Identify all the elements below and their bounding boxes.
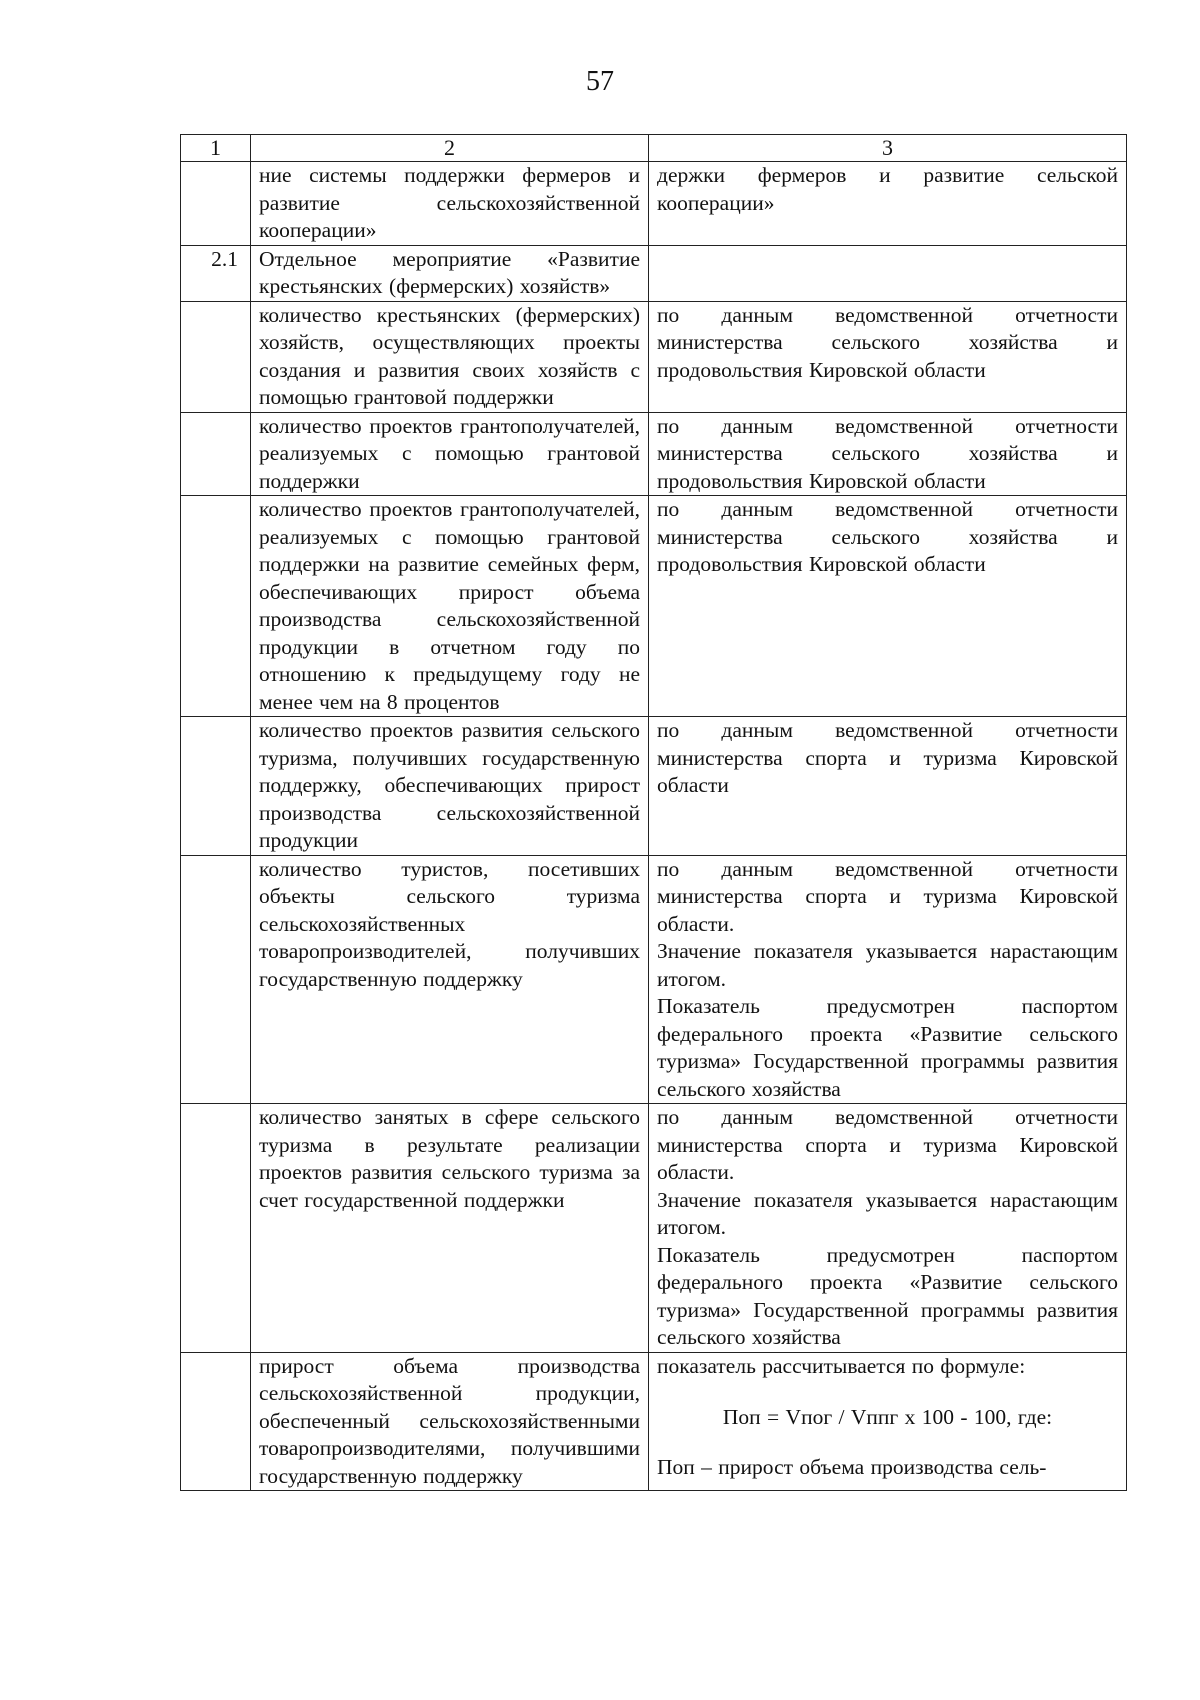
indicator-cell: количество проектов грантополучателей, реализуемых с помощью грантовой поддержки на развитие семейных ферм, обеспечивающих прирост объема производства сельскохозяйственной продукции в отчетном году по отношению к предыдущему году не менее чем на 8 процентов (251, 496, 649, 717)
indicator-cell: количество крестьянских (фермерских) хозяйств, осуществляющих проекты создания и развития своих хозяйств с помощью грантовой поддержки (251, 301, 649, 412)
table-row (181, 245, 1127, 301)
row-number (181, 1352, 251, 1491)
source-cell (649, 1104, 1127, 1353)
source-paragraph: по данным ведомственной отчетности министерства сельского хозяйства и продовольствия Кировской области (657, 413, 1118, 493)
row-number (181, 1104, 251, 1353)
row-number (181, 412, 251, 496)
source-paragraph: Показатель предусмотрен паспортом федерального проекта «Развитие сельского туризма» Государственной программы развития сельского хозяйства (657, 994, 1118, 1101)
source-paragraph: Поп – прирост объема производства сель- (657, 1454, 1047, 1479)
row-number (181, 855, 251, 1104)
page-number: 57 (586, 66, 614, 97)
source-paragraph: по данным ведомственной отчетности министерства спорта и туризма Кировской области. (657, 1105, 1118, 1184)
source-paragraph: держки фермеров и развитие сельской кооперации» (657, 163, 1118, 215)
formula: Поп = Vпог / Vппг x 100 - 100, где: (722, 1405, 1053, 1429)
source-paragraph: Показатель предусмотрен паспортом федерального проекта «Развитие сельского туризма» Государственной программы развития сельского хозяйства (657, 1242, 1118, 1349)
table-header-row (181, 135, 1127, 162)
table-row (181, 1352, 1127, 1491)
indicator-cell: количество занятых в сфере сельского туризма в результате реализации проектов развития сельского туризма за счет государственной поддержки (251, 1104, 649, 1353)
header-cell-1: 1 (181, 135, 251, 162)
row-number: 2.1 (181, 245, 251, 301)
table-row (181, 496, 1127, 717)
indicator-cell: прирост объема производства сельскохозяйственной продукции, обеспеченный сельскохозяйственными товаропроизводителями, получившими государственную поддержку (251, 1352, 649, 1491)
source-cell (649, 301, 1127, 412)
source-cell (649, 496, 1127, 717)
source-cell (649, 162, 1127, 246)
header-cell-3: 3 (649, 135, 1127, 162)
source-cell (649, 1352, 1127, 1491)
source-cell (649, 412, 1127, 496)
row-number (181, 301, 251, 412)
source-paragraph: Значение показателя указывается нарастающим итогом. (657, 1187, 1118, 1239)
indicator-cell: количество проектов развития сельского туризма, получивших государственную поддержку, обеспечивающих прирост производства сельскохозяйственной продукции (251, 717, 649, 856)
source-paragraph: по данным ведомственной отчетности министерства спорта и туризма Кировской области (657, 718, 1118, 797)
row-number (181, 496, 251, 717)
source-paragraph: по данным ведомственной отчетности министерства спорта и туризма Кировской области. (657, 856, 1118, 936)
table-row (181, 855, 1127, 1104)
source-paragraph: показатель рассчитывается по формуле: (657, 1353, 1026, 1378)
table-row (181, 301, 1127, 412)
source-cell (649, 245, 1127, 301)
source-paragraph: по данным ведомственной отчетности министерства сельского хозяйства и продовольствия Кировской области (657, 497, 1118, 576)
indicator-cell: ние системы поддержки фермеров и развитие сельскохозяйственной кооперации» (251, 162, 649, 246)
indicator-cell: Отдельное мероприятие «Развитие крестьянских (фермерских) хозяйств» (251, 245, 649, 301)
table-row (181, 1104, 1127, 1353)
table-row (181, 717, 1127, 856)
source-cell (649, 855, 1127, 1104)
row-number (181, 162, 251, 246)
header-cell-2: 2 (251, 135, 649, 162)
indicators-table (180, 134, 1127, 1491)
source-cell (649, 717, 1127, 856)
row-number (181, 717, 251, 856)
indicator-cell: количество туристов, посетивших объекты сельского туризма сельскохозяйственных товаропроизводителей, получивших государственную поддержку (251, 855, 649, 1104)
source-paragraph: Значение показателя указывается нарастающим итогом. (657, 939, 1118, 991)
table-row (181, 412, 1127, 496)
indicator-cell: количество проектов грантополучателей, реализуемых с помощью грантовой поддержки (251, 412, 649, 496)
source-paragraph: по данным ведомственной отчетности министерства сельского хозяйства и продовольствия Кировской области (657, 302, 1118, 382)
table-row (181, 162, 1127, 246)
